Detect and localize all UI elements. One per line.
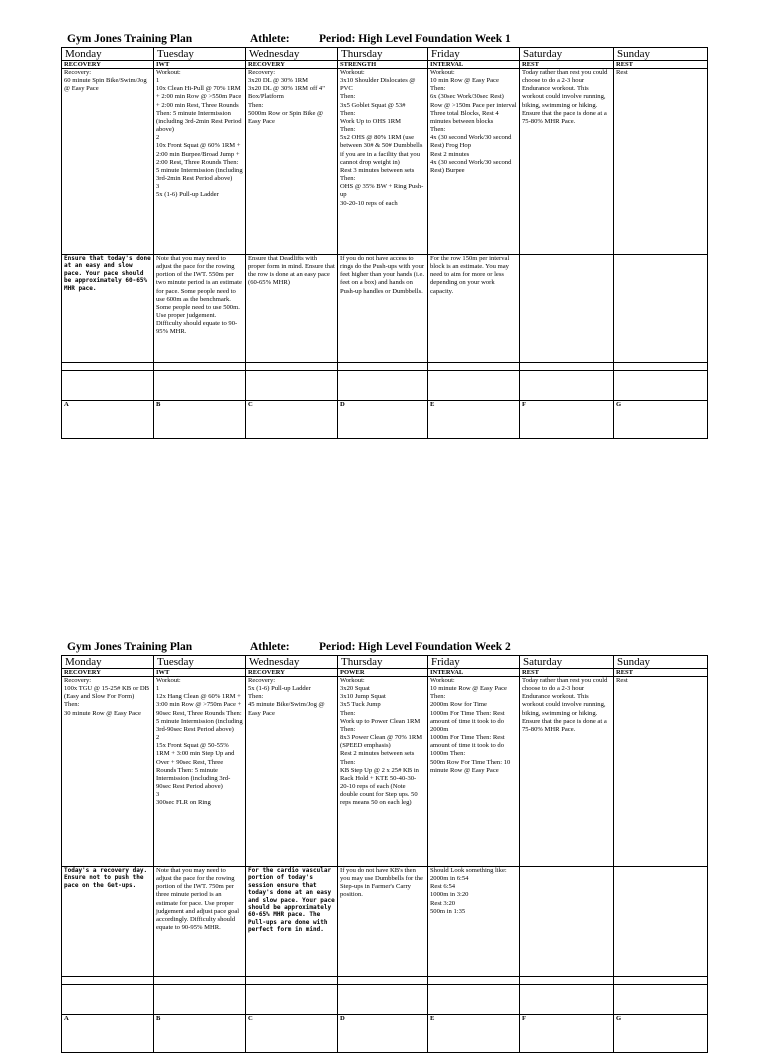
blank-row xyxy=(62,985,708,1015)
handwritten-note-cell: For the cardio vascular portion of today's session ensure that today's done at an easy and slow pace. Your pace should be approximately 60-65% MHR pace. The Pull-ups are done with perfect form in mind. xyxy=(246,867,338,977)
session-type: REST xyxy=(614,61,708,69)
column-letter: B xyxy=(154,1015,246,1053)
note-cell: Should Look something like: 2000m in 6:54 Rest 6:54 1000m in 3:20 Rest 3:20 500m in 1:35 xyxy=(428,867,520,977)
workout-cell: Workout: 1 10x Clean Hi-Pull @ 70% 1RM + 2:00 min Row @ >550m Pace + 2:00 min Rest, Three Rounds Then: 5 minute Intermission (including 3rd-2min Rest Period above) 2 10x Front Squat @ 60% 1RM + 2:00 min Burpee/Broad Jump + 2:00 Rest, Three Rounds Then: 5 minute Intermission (including 3rd-2min Rest Period above) 3 5x (1-6) Pull-up Ladder xyxy=(154,69,246,255)
column-letter: E xyxy=(428,1015,520,1053)
blank-cell xyxy=(62,363,154,371)
blank-cell xyxy=(520,371,614,401)
training-table xyxy=(61,655,708,1053)
note-cell: If you do not have access to rings do the Push-ups with your feet higher than your hands (i.e. feet on a box) and hands on Push-up handles or Dumbbells. xyxy=(338,255,428,363)
blank-cell xyxy=(154,363,246,371)
session-type: RECOVERY xyxy=(62,669,154,677)
blank-cell xyxy=(246,363,338,371)
column-letter: D xyxy=(338,1015,428,1053)
note-cell xyxy=(520,255,614,363)
day-tuesday: Tuesday xyxy=(154,656,246,669)
workout-cell: Recovery: 100x TGU @ 15-25# KB or DB (Easy and Slow For Form) Then: 30 minute Row @ Easy Pace xyxy=(62,677,154,867)
day-saturday: Saturday xyxy=(520,656,614,669)
session-type-row xyxy=(62,669,708,677)
session-type: REST xyxy=(520,61,614,69)
workout-cell: Rest xyxy=(614,69,708,255)
spacer-row xyxy=(62,977,708,985)
period-label: Period: High Level Foundation Week 1 xyxy=(319,33,511,45)
day-thursday: Thursday xyxy=(338,656,428,669)
notes-row xyxy=(62,867,708,977)
column-letter: E xyxy=(428,401,520,439)
workout-row xyxy=(62,677,708,867)
athlete-label: Athlete: xyxy=(250,33,290,45)
note-cell xyxy=(614,255,708,363)
blank-cell xyxy=(154,371,246,401)
blank-cell xyxy=(520,363,614,371)
blank-cell xyxy=(338,363,428,371)
column-letter: A xyxy=(62,401,154,439)
day-monday: Monday xyxy=(62,48,154,61)
session-type: IWT xyxy=(154,61,246,69)
column-letter: F xyxy=(520,1015,614,1053)
blank-cell xyxy=(62,985,154,1015)
blank-cell xyxy=(154,985,246,1015)
blank-cell xyxy=(338,985,428,1015)
workout-cell: Workout: 10 minute Row @ Easy Pace Then: 2000m Row for Time 1000m For Time Then: Rest amount of time it took to do 2000m 1000m For Time Then: Rest amount of time it took to do 1000m Then: 500m Row For Time Then: 10 minute Row @ Easy Pace xyxy=(428,677,520,867)
day-thursday: Thursday xyxy=(338,48,428,61)
column-letter: B xyxy=(154,401,246,439)
note-cell xyxy=(520,867,614,977)
workout-cell: Recovery: 3x20 DL @ 30% 1RM 3x20 DL @ 30% 1RM off 4" Box/Platform Then: 5000m Row or Spin Bike @ Easy Pace xyxy=(246,69,338,255)
period-label: Period: High Level Foundation Week 2 xyxy=(319,641,511,653)
day-sunday: Sunday xyxy=(614,48,708,61)
column-letter: D xyxy=(338,401,428,439)
workout-cell: Today rather than rest you could choose to do a 2-3 hour Endurance workout. This workout could involve running, biking, swimming or hiking. Ensure that the pace is done at a 75-80% MHR Pace. xyxy=(520,677,614,867)
blank-cell xyxy=(428,371,520,401)
workout-cell: Rest xyxy=(614,677,708,867)
session-type: STRENGTH xyxy=(338,61,428,69)
day-header-row xyxy=(62,48,708,61)
day-sunday: Sunday xyxy=(614,656,708,669)
letter-row xyxy=(62,1015,708,1053)
blank-cell xyxy=(246,977,338,985)
plan-title: Gym Jones Training Plan xyxy=(67,33,193,45)
day-tuesday: Tuesday xyxy=(154,48,246,61)
blank-cell xyxy=(428,985,520,1015)
day-header-row xyxy=(62,656,708,669)
blank-cell xyxy=(614,363,708,371)
blank-cell xyxy=(520,977,614,985)
spacer-row xyxy=(62,363,708,371)
session-type: RECOVERY xyxy=(62,61,154,69)
blank-cell xyxy=(614,977,708,985)
column-letter: C xyxy=(246,1015,338,1053)
session-type: RECOVERY xyxy=(246,61,338,69)
day-monday: Monday xyxy=(62,656,154,669)
note-cell: Ensure that Deadlifts with proper form in mind. Ensure that the row is done at an easy pace (60-65% MHR) xyxy=(246,255,338,363)
blank-cell xyxy=(246,985,338,1015)
blank-cell xyxy=(62,977,154,985)
handwritten-note-cell: Today's a recovery day. Ensure not to push the pace on the Get-ups. xyxy=(62,867,154,977)
blank-cell xyxy=(154,977,246,985)
plan-title: Gym Jones Training Plan xyxy=(67,641,193,653)
note-cell: For the row 150m per interval block is an estimate. You may need to aim for more or less depending on your work capacity. xyxy=(428,255,520,363)
day-friday: Friday xyxy=(428,48,520,61)
blank-cell xyxy=(338,371,428,401)
note-cell xyxy=(614,867,708,977)
note-cell: Note that you may need to adjust the pace for the rowing portion of the IWT. 550m per two minute period is an estimate for pace. Some people need to use 600m as the benchmark. Some people need to use 500m. Use proper judgement. Difficulty should equate to 90-95% MHR. xyxy=(154,255,246,363)
session-type: IWT xyxy=(154,669,246,677)
session-type: REST xyxy=(520,669,614,677)
athlete-label: Athlete: xyxy=(250,641,290,653)
blank-cell xyxy=(246,371,338,401)
letter-row xyxy=(62,401,708,439)
blank-cell xyxy=(62,371,154,401)
blank-cell xyxy=(338,977,428,985)
note-cell: If you do not have KB's then you may use Dumbbells for the Step-ups in Farmer's Carry position. xyxy=(338,867,428,977)
day-saturday: Saturday xyxy=(520,48,614,61)
session-type: REST xyxy=(614,669,708,677)
workout-cell: Workout: 10 min Row @ Easy Pace Then: 6x (30sec Work/30sec Rest) Row @ >150m Pace per interval Three total Blocks, Rest 4 minutes between blocks Then: 4x (30 second Work/30 second Rest) Frog Hop Rest 2 minutes 4x (30 second Work/30 second Rest) Burpee xyxy=(428,69,520,255)
handwritten-note-cell: Ensure that today's done at an easy and slow pace. Your pace should be approximately 60-65% MHR pace. xyxy=(62,255,154,363)
column-letter: G xyxy=(614,1015,708,1053)
blank-cell xyxy=(614,985,708,1015)
workout-row xyxy=(62,69,708,255)
column-letter: G xyxy=(614,401,708,439)
day-wednesday: Wednesday xyxy=(246,656,338,669)
training-table xyxy=(61,47,708,439)
blank-cell xyxy=(520,985,614,1015)
session-type-row xyxy=(62,61,708,69)
blank-cell xyxy=(614,371,708,401)
workout-cell: Recovery: 5x (1-6) Pull-up Ladder Then: 45 minute Bike/Swim/Jog @ Easy Pace xyxy=(246,677,338,867)
session-type: RECOVERY xyxy=(246,669,338,677)
blank-cell xyxy=(428,363,520,371)
workout-cell: Workout: 1 12x Hang Clean @ 60% 1RM + 3:00 min Row @ >750m Pace + 90sec Rest, Three Rounds Then: 5 minute Intermission (including 3rd-90sec Rest Period above) 2 15x Front Squat @ 50-55% 1RM + 3:00 min Step Up and Over + 90sec Rest, Three Rounds Then: 5 minute Intermission (including 3rd-90sec Rest Period above) 3 300sec FLR on Ring xyxy=(154,677,246,867)
blank-cell xyxy=(428,977,520,985)
note-cell: Note that you may need to adjust the pace for the rowing portion of the IWT. 750m per three minute period is an estimate for pace. Use proper judgement and adjust pace goal accordingly. Difficulty should equate to 90-95% MHR. xyxy=(154,867,246,977)
session-type: INTERVAL xyxy=(428,669,520,677)
column-letter: C xyxy=(246,401,338,439)
notes-row xyxy=(62,255,708,363)
day-wednesday: Wednesday xyxy=(246,48,338,61)
workout-cell: Workout: 3x10 Shoulder Dislocates @ PVC Then: 3x5 Goblet Squat @ 53# Then: Work Up to OHS 1RM Then: 5x2 OHS @ 80% 1RM (use between 30# & 50# Dumbbells if you are in a facility that you cannot drop weight in) Rest 3 minutes between sets Then: OHS @ 35% BW + Ring Push-up 30-20-10 reps of each xyxy=(338,69,428,255)
column-letter: A xyxy=(62,1015,154,1053)
session-type: POWER xyxy=(338,669,428,677)
workout-cell: Recovery: 60 minute Spin Bike/Swim/Jog @ Easy Pace xyxy=(62,69,154,255)
session-type: INTERVAL xyxy=(428,61,520,69)
blank-row xyxy=(62,371,708,401)
workout-cell: Today rather than rest you could choose to do a 2-3 hour Endurance workout. This workout could involve running, biking, swimming or hiking. Ensure that the pace is done at a 75-80% MHR Pace. xyxy=(520,69,614,255)
column-letter: F xyxy=(520,401,614,439)
workout-cell: Workout: 3x20 Squat 3x10 Jump Squat 3x5 Tuck Jump Then: Work up to Power Clean 1RM Then: 8x3 Power Clean @ 70% 1RM (SPEED emphasis) Rest 2 minutes between sets Then: KB Step Up @ 2 x 25# KB in Rack Hold + KTE 50-40-30-20-10 reps of each (Note double count for Step ups. 50 reps means 50 on each leg) xyxy=(338,677,428,867)
day-friday: Friday xyxy=(428,656,520,669)
